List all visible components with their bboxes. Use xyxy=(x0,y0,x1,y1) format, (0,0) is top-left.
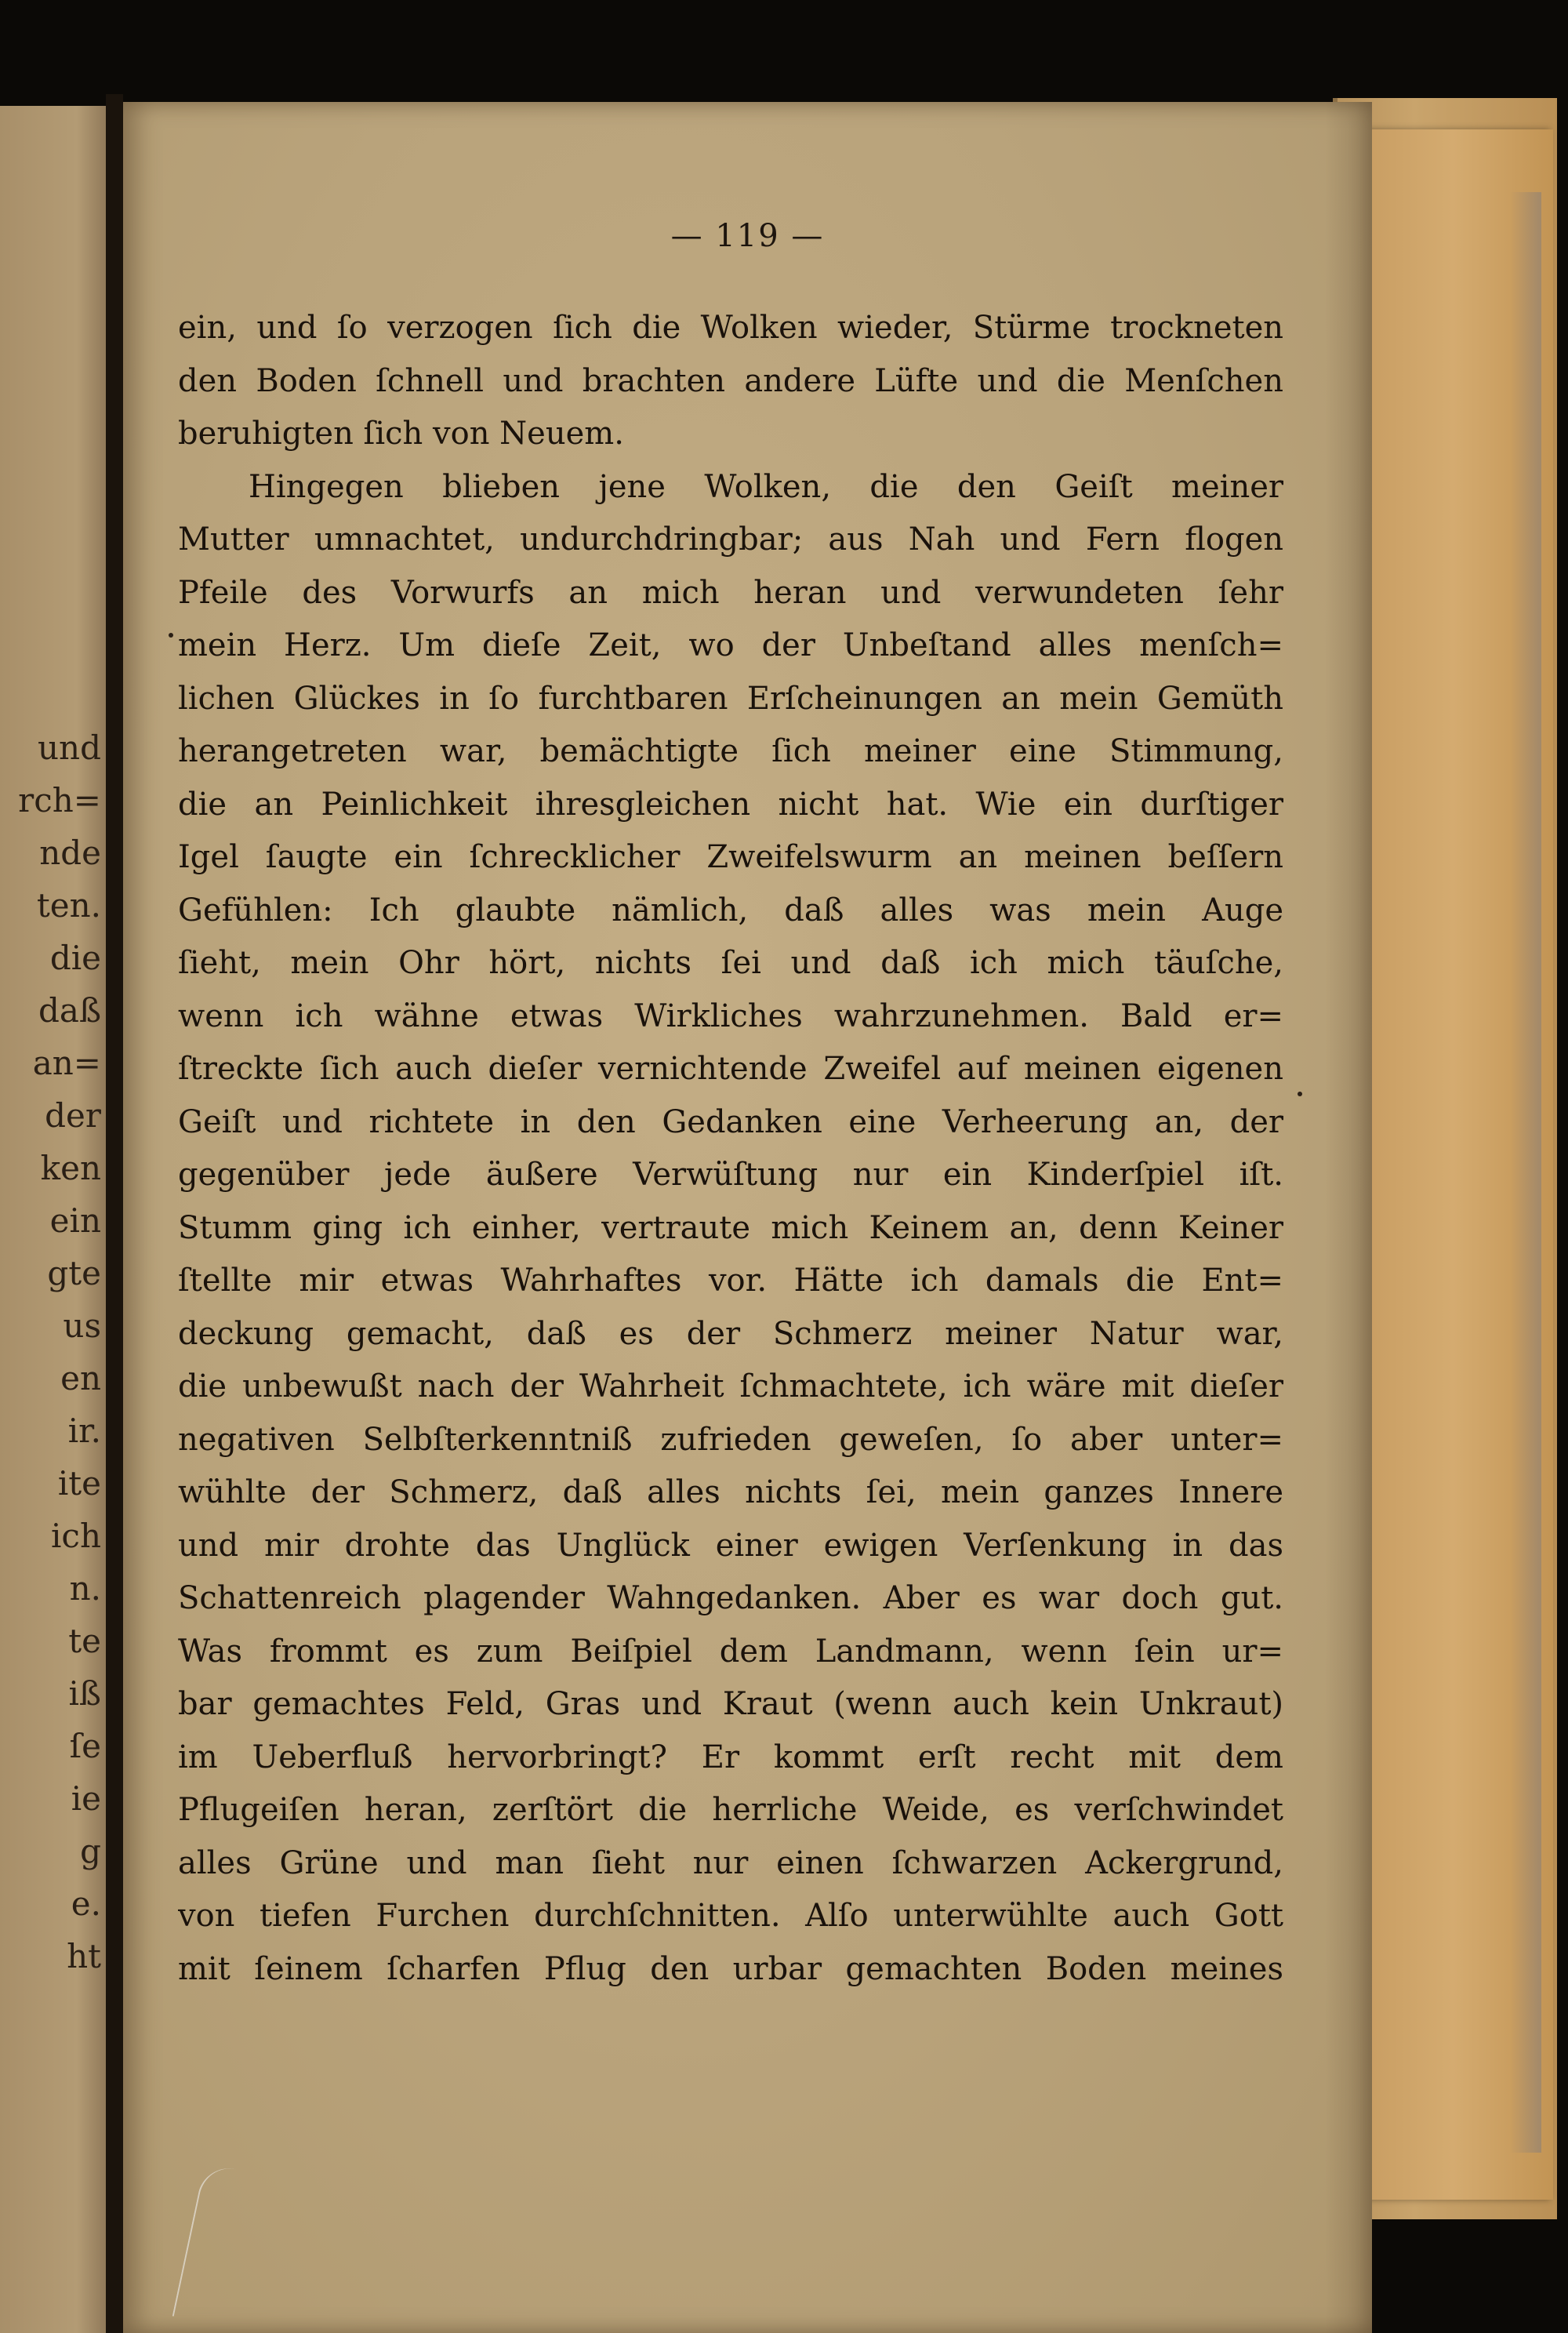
ink-speck xyxy=(1298,1092,1302,1096)
left-page-text-fragments xyxy=(0,721,106,1982)
left-page-fragment: e. xyxy=(71,1884,101,1923)
ink-speck xyxy=(169,633,173,638)
text-line: ſtellte mir etwas Wahrhaftes vor. Hätte ich damals die Ent= xyxy=(178,1263,1283,1299)
text-line: Geiſt und richtete in den Gedanken eine Verheerung an, der xyxy=(178,1103,1283,1140)
left-page-fragment: ſe xyxy=(69,1727,101,1765)
text-line: den Boden ſchnell und brachten andere Lüfte und die Menſchen xyxy=(178,362,1283,399)
left-page-fragment: an= xyxy=(32,1044,101,1082)
text-line: Gefühlen: Ich glaubte nämlich, daß alles was mein Auge xyxy=(178,892,1283,928)
left-page-fragment: ken xyxy=(40,1149,101,1187)
left-page-fragment: der xyxy=(45,1096,101,1135)
page-foxing xyxy=(1510,192,1541,2153)
page-number: — 119 — xyxy=(670,218,825,254)
left-page-fragment: us xyxy=(63,1306,101,1345)
text-line: Pflugeiſen heran, zerſtört die herrliche Weide, es verſchwindet xyxy=(178,1792,1283,1828)
left-page-fragment: die xyxy=(49,939,101,977)
left-page-fragment: und xyxy=(38,729,101,767)
text-line: wenn ich wähne etwas Wirkliches wahrzunehmen. Bald er= xyxy=(178,998,1283,1034)
text-line: im Ueberfluß hervorbringt? Er kommt erſt recht mit dem xyxy=(178,1739,1283,1775)
right-page xyxy=(123,102,1372,2333)
text-line: beruhigten ſich von Neuem. xyxy=(178,416,624,452)
left-page-fragment: ir. xyxy=(67,1412,101,1450)
text-line: deckung gemacht, daß es der Schmerz meiner Natur war, xyxy=(178,1315,1283,1352)
text-line: die an Peinlichkeit ihresgleichen nicht hat. Wie ein durſtiger xyxy=(178,786,1283,823)
left-page-fragment: iß xyxy=(68,1674,101,1713)
left-page-fragment: ten. xyxy=(36,886,101,925)
text-line: wühlte der Schmerz, daß alles nichts ſei, mein ganzes Innere xyxy=(178,1474,1283,1510)
body-text xyxy=(178,302,1283,1996)
text-line: Mutter umnachtet, undurchdringbar; aus Nah und Fern flogen xyxy=(178,521,1283,558)
text-line: Hingegen blieben jene Wolken, die den Geiſt meiner xyxy=(249,468,1283,505)
text-line: Was frommt es zum Beiſpiel dem Landmann, wenn ſein ur= xyxy=(178,1633,1283,1670)
left-page-fragment: ite xyxy=(57,1464,101,1503)
text-line: ſieht, mein Ohr hört, nichts ſei und daß ich mich täuſche, xyxy=(178,945,1283,981)
left-page-fragment: n. xyxy=(69,1569,101,1608)
left-page-fragment: ein xyxy=(49,1201,101,1240)
book-gutter xyxy=(106,94,123,2333)
left-page-fragment: daß xyxy=(38,991,101,1030)
text-line: die unbewußt nach der Wahrheit ſchmachtete, ich wäre mit dieſer xyxy=(178,1368,1283,1405)
text-line: alles Grüne und man ſieht nur einen ſchwarzen Ackergrund, xyxy=(178,1844,1283,1881)
text-line: und mir drohte das Unglück einer ewigen Verſenkung in das xyxy=(178,1527,1283,1564)
text-line: von tiefen Furchen durchſchnitten. Alſo unterwühlte auch Gott xyxy=(178,1898,1283,1934)
text-line: Pfeile des Vorwurfs an mich heran und verwundeten ſehr xyxy=(178,574,1283,611)
left-page-fragment: ht xyxy=(67,1937,101,1975)
left-page-fragment: ich xyxy=(50,1517,101,1555)
left-page-fragment: gte xyxy=(47,1254,101,1292)
text-line: herangetreten war, bemächtigte ſich meiner eine Stimmung, xyxy=(178,733,1283,769)
text-line: lichen Glückes in ſo furchtbaren Erſcheinungen an mein Gemüth xyxy=(178,680,1283,717)
text-line: Schattenreich plagender Wahngedanken. Aber es war doch gut. xyxy=(178,1580,1283,1616)
left-page-fragment: te xyxy=(68,1622,101,1660)
left-page-fragment: nde xyxy=(39,834,101,872)
left-page-fragment: rch= xyxy=(18,781,101,819)
text-line: bar gemachtes Feld, Gras und Kraut (wenn auch kein Unkraut) xyxy=(178,1686,1283,1722)
text-line: negativen Selbſterkenntniß zufrieden geweſen, ſo aber unter= xyxy=(178,1421,1283,1458)
text-line: mein Herz. Um dieſe Zeit, wo der Unbeſtand alles menſch= xyxy=(178,627,1283,663)
left-page-fragment: en xyxy=(60,1359,101,1397)
text-line: gegenüber jede äußere Verwüſtung nur ein Kinderſpiel iſt. xyxy=(178,1157,1283,1193)
left-page-fragment: g xyxy=(80,1832,101,1870)
text-line: Stumm ging ich einher, vertraute mich Keinem an, denn Keiner xyxy=(178,1209,1283,1246)
text-line: ſtreckte ſich auch dieſer vernichtende Zweifel auf meinen eigenen xyxy=(178,1051,1283,1087)
text-line: ein, und ſo verzogen ſich die Wolken wieder, Stürme trockneten xyxy=(178,310,1283,346)
text-line: Igel ſaugte ein ſchrecklicher Zweifelswurm an meinen beſſern xyxy=(178,839,1283,875)
left-page-fragment: ie xyxy=(71,1779,101,1818)
text-line: mit ſeinem ſcharfen Pflug den urbar gemachten Boden meines xyxy=(178,1950,1283,1987)
